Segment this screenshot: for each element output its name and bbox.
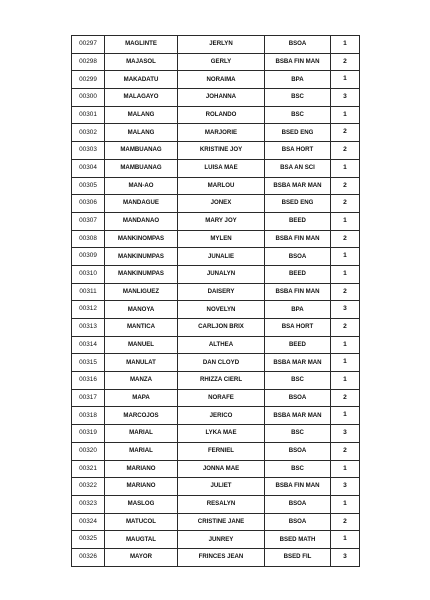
course-cell: BEED [265,265,331,283]
first-name-cell: MARY JOY [178,212,265,230]
first-name-cell: DAISERY [178,283,265,301]
table-row [72,142,360,160]
student-id-cell: 00299 [72,71,105,89]
last-name-cell: MANULAT [105,354,178,372]
table-row [72,53,360,71]
course-cell: BSA AN SCI [265,159,331,177]
first-name-cell: ROLANDO [178,106,265,124]
table-row [72,442,360,460]
course-cell: BEED [265,336,331,354]
table-row [72,548,360,566]
year-level-cell: 3 [331,89,360,107]
last-name-cell: MARIANO [105,460,178,478]
year-level-cell: 1 [331,531,360,549]
first-name-cell: MARLOU [178,177,265,195]
course-cell: BSC [265,89,331,107]
first-name-cell: FRINCES JEAN [178,548,265,566]
table-row [72,195,360,213]
course-cell: BSED ENG [265,195,331,213]
table-row [72,71,360,89]
table-row [72,248,360,266]
first-name-cell: LYKA MAE [178,425,265,443]
last-name-cell: MAN-AO [105,177,178,195]
table-row [72,407,360,425]
course-cell: BSED ENG [265,124,331,142]
student-id-cell: 00300 [72,89,105,107]
year-level-cell: 2 [331,53,360,71]
first-name-cell: NOVELYN [178,301,265,319]
first-name-cell: JUNALYN [178,265,265,283]
year-level-cell: 3 [331,425,360,443]
course-cell: BSBA MAR MAN [265,407,331,425]
table-row [72,283,360,301]
student-id-cell: 00314 [72,336,105,354]
student-id-cell: 00317 [72,389,105,407]
last-name-cell: MANDANAO [105,212,178,230]
table-row [72,425,360,443]
last-name-cell: MARCOJOS [105,407,178,425]
year-level-cell: 1 [331,354,360,372]
last-name-cell: MARIAL [105,425,178,443]
course-cell: BPA [265,71,331,89]
table-row [72,89,360,107]
last-name-cell: MANKINUMPAS [105,265,178,283]
student-id-cell: 00318 [72,407,105,425]
table-row [72,513,360,531]
first-name-cell: NORAFE [178,389,265,407]
course-cell: BSBA MAR MAN [265,354,331,372]
student-id-cell: 00321 [72,460,105,478]
table-row [72,159,360,177]
last-name-cell: MALAGAYO [105,89,178,107]
student-id-cell: 00308 [72,230,105,248]
last-name-cell: MANLIGUEZ [105,283,178,301]
year-level-cell: 1 [331,212,360,230]
first-name-cell: CRISTINE JANE [178,513,265,531]
table-row [72,372,360,390]
year-level-cell: 2 [331,442,360,460]
course-cell: BSOA [265,495,331,513]
student-id-cell: 00307 [72,212,105,230]
first-name-cell: DAN CLOYD [178,354,265,372]
last-name-cell: MATUCOL [105,513,178,531]
table-row [72,354,360,372]
course-cell: BSOA [265,389,331,407]
student-id-cell: 00323 [72,495,105,513]
last-name-cell: MALANG [105,106,178,124]
table-row [72,265,360,283]
year-level-cell: 1 [331,265,360,283]
year-level-cell: 1 [331,372,360,390]
last-name-cell: MANKINOMPAS [105,230,178,248]
student-id-cell: 00312 [72,301,105,319]
last-name-cell: MAKADATU [105,71,178,89]
first-name-cell: CARLJON BRIX [178,319,265,337]
student-id-cell: 00302 [72,124,105,142]
course-cell: BSED MATH [265,531,331,549]
course-cell: BSC [265,425,331,443]
last-name-cell: MAUGTAL [105,531,178,549]
roster-body [72,36,360,567]
year-level-cell: 2 [331,124,360,142]
first-name-cell: JOHANNA [178,89,265,107]
student-id-cell: 00322 [72,478,105,496]
course-cell: BSOA [265,442,331,460]
course-cell: BSBA FIN MAN [265,478,331,496]
course-cell: BSBA FIN MAN [265,53,331,71]
student-id-cell: 00319 [72,425,105,443]
year-level-cell: 2 [331,513,360,531]
student-id-cell: 00311 [72,283,105,301]
last-name-cell: MAPA [105,389,178,407]
year-level-cell: 1 [331,106,360,124]
year-level-cell: 2 [331,177,360,195]
last-name-cell: MANDAGUE [105,195,178,213]
first-name-cell: MYLEN [178,230,265,248]
table-row [72,319,360,337]
course-cell: BSC [265,460,331,478]
year-level-cell: 3 [331,548,360,566]
student-id-cell: 00309 [72,248,105,266]
year-level-cell: 2 [331,230,360,248]
last-name-cell: MANKINUMPAS [105,248,178,266]
table-row [72,212,360,230]
first-name-cell: RESALYN [178,495,265,513]
year-level-cell: 1 [331,495,360,513]
first-name-cell: JERLYN [178,36,265,54]
course-cell: BSA HORT [265,319,331,337]
course-cell: BSBA FIN MAN [265,230,331,248]
first-name-cell: JERICO [178,407,265,425]
course-cell: BSOA [265,248,331,266]
student-id-cell: 00297 [72,36,105,54]
first-name-cell: MARJORIE [178,124,265,142]
table-row [72,336,360,354]
table-row [72,495,360,513]
last-name-cell: MANTICA [105,319,178,337]
table-row [72,478,360,496]
year-level-cell: 1 [331,159,360,177]
student-id-cell: 00306 [72,195,105,213]
first-name-cell: ALTHEA [178,336,265,354]
first-name-cell: JONNA MAE [178,460,265,478]
student-id-cell: 00313 [72,319,105,337]
student-id-cell: 00325 [72,531,105,549]
student-id-cell: 00301 [72,106,105,124]
year-level-cell: 3 [331,301,360,319]
year-level-cell: 3 [331,478,360,496]
table-row [72,106,360,124]
student-roster-table [71,35,360,567]
student-id-cell: 00305 [72,177,105,195]
year-level-cell: 2 [331,142,360,160]
course-cell: BSBA MAR MAN [265,177,331,195]
course-cell: BSBA FIN MAN [265,283,331,301]
year-level-cell: 2 [331,283,360,301]
table-row [72,177,360,195]
course-cell: BSOA [265,513,331,531]
course-cell: BSOA [265,36,331,54]
last-name-cell: MAMBUANAG [105,142,178,160]
first-name-cell: JUNREY [178,531,265,549]
first-name-cell: JULIET [178,478,265,496]
student-id-cell: 00326 [72,548,105,566]
year-level-cell: 1 [331,248,360,266]
year-level-cell: 2 [331,195,360,213]
year-level-cell: 2 [331,319,360,337]
last-name-cell: MARIANO [105,478,178,496]
last-name-cell: MARIAL [105,442,178,460]
course-cell: BSC [265,372,331,390]
course-cell: BSA HORT [265,142,331,160]
course-cell: BPA [265,301,331,319]
student-id-cell: 00298 [72,53,105,71]
first-name-cell: GERLY [178,53,265,71]
last-name-cell: MANZA [105,372,178,390]
first-name-cell: JUNALIE [178,248,265,266]
table-row [72,301,360,319]
last-name-cell: MANUEL [105,336,178,354]
year-level-cell: 1 [331,460,360,478]
table-row [72,36,360,54]
table-row [72,124,360,142]
year-level-cell: 2 [331,389,360,407]
last-name-cell: MAJASOL [105,53,178,71]
last-name-cell: MASLOG [105,495,178,513]
student-id-cell: 00320 [72,442,105,460]
course-cell: BSC [265,106,331,124]
first-name-cell: LUISA MAE [178,159,265,177]
course-cell: BSED FIL [265,548,331,566]
table-row [72,230,360,248]
first-name-cell: NORAIMA [178,71,265,89]
student-id-cell: 00310 [72,265,105,283]
last-name-cell: MAGLINTE [105,36,178,54]
year-level-cell: 1 [331,36,360,54]
first-name-cell: JONEX [178,195,265,213]
last-name-cell: MANOYA [105,301,178,319]
student-id-cell: 00304 [72,159,105,177]
table-row [72,389,360,407]
table-row [72,531,360,549]
year-level-cell: 1 [331,71,360,89]
first-name-cell: RHIZZA CIERL [178,372,265,390]
year-level-cell: 1 [331,336,360,354]
year-level-cell: 1 [331,407,360,425]
student-id-cell: 00303 [72,142,105,160]
student-id-cell: 00315 [72,354,105,372]
student-id-cell: 00316 [72,372,105,390]
last-name-cell: MAYOR [105,548,178,566]
last-name-cell: MAMBUANAG [105,159,178,177]
course-cell: BEED [265,212,331,230]
table-row [72,460,360,478]
student-id-cell: 00324 [72,513,105,531]
last-name-cell: MALANG [105,124,178,142]
first-name-cell: FERNIEL [178,442,265,460]
first-name-cell: KRISTINE JOY [178,142,265,160]
